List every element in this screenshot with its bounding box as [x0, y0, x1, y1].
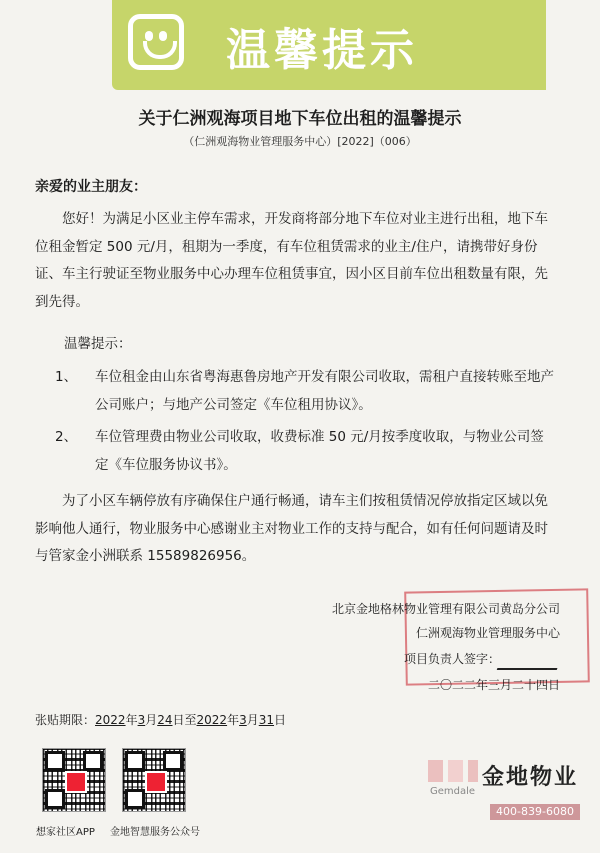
start-day: 24	[157, 713, 173, 727]
qr-code-app	[42, 748, 106, 812]
end-year: 2022	[196, 713, 228, 727]
to-text: 日至	[172, 713, 197, 727]
year-unit: 年	[125, 713, 138, 727]
smiley-mouth	[143, 41, 177, 59]
tip-text: 车位管理费由物业公司收取，收费标准 50 元/月按季度收取，与物业公司签定《车位服务协议书》。	[95, 429, 544, 473]
issuer-company: 北京金地格林物业管理有限公司黄岛分公司	[331, 602, 560, 616]
salutation: 亲爱的业主朋友：	[35, 179, 147, 195]
gemdale-logo-icon	[428, 760, 478, 782]
smiley-left-eye	[145, 31, 153, 41]
tip-number: 2、	[55, 429, 78, 445]
qr-finder	[45, 751, 65, 771]
intro-paragraph: 您好！为满足小区业主停车需求，开发商将部分地下车位对业主进行出租，地下车位租金暂定 500 元/月，租期为一季度，有车位租赁需求的业主/住户，请携带好身份证、车主行驶证至物业服务中心办理车位租赁事宜，因小区目前车位出租数量有限，先到先得。	[35, 211, 548, 310]
month-unit: 月	[145, 713, 158, 727]
qr-finder	[125, 789, 145, 809]
posting-label: 张贴期限：	[35, 713, 96, 727]
issue-date: 二〇二二年三月二十四日	[427, 678, 560, 692]
tip-text: 车位租金由山东省粤海惠鲁房地产开发有限公司收取，需租户直接转账至地产公司账户；与地产公司签定《车位租用协议》。	[95, 369, 554, 413]
service-phone: 400-839-6080	[490, 804, 580, 820]
qr-finder	[125, 751, 145, 771]
handwritten-signature	[497, 652, 564, 670]
qr-label-app: 想家社区APP	[36, 827, 95, 838]
day-unit: 日	[274, 713, 287, 727]
qr-logo	[145, 771, 167, 793]
document-title: 关于仁洲观海项目地下车位出租的温馨提示	[138, 109, 462, 129]
year-unit: 年	[227, 713, 240, 727]
issuer-center: 仁洲观海物业管理服务中心	[415, 626, 560, 640]
banner-title: 温馨提示	[226, 25, 418, 76]
start-month: 3	[137, 713, 146, 727]
qr-finder	[45, 789, 65, 809]
qr-finder	[163, 751, 183, 771]
end-day: 31	[258, 713, 275, 727]
qr-logo	[65, 771, 87, 793]
brand-name-en: Gemdale	[430, 786, 476, 797]
smiley-icon	[128, 14, 184, 70]
end-month: 3	[239, 713, 247, 727]
qr-finder	[83, 751, 103, 771]
smiley-right-eye	[159, 31, 167, 41]
posting-period	[35, 711, 286, 728]
month-unit: 月	[246, 713, 259, 727]
signer-label: 项目负责人签字：	[403, 652, 500, 666]
tip-number: 1、	[55, 369, 78, 385]
qr-label-wechat: 金地智慧服务公众号	[110, 827, 200, 838]
tips-heading: 温馨提示：	[64, 336, 132, 352]
closing-paragraph: 为了小区车辆停放有序确保住户通行畅通，请车主们按租赁情况停放指定区域以免影响他人通行，物业服务中心感谢业主对物业工作的支持与配合，如有任何问题请及时与管家金小洲联系 15589826956。	[35, 493, 548, 564]
start-year: 2022	[95, 713, 126, 727]
document-number: （仁洲观海物业管理服务中心）[2022]（006）	[183, 135, 417, 148]
brand-name-cn: 金地物业	[482, 765, 579, 790]
qr-code-wechat	[122, 748, 186, 812]
